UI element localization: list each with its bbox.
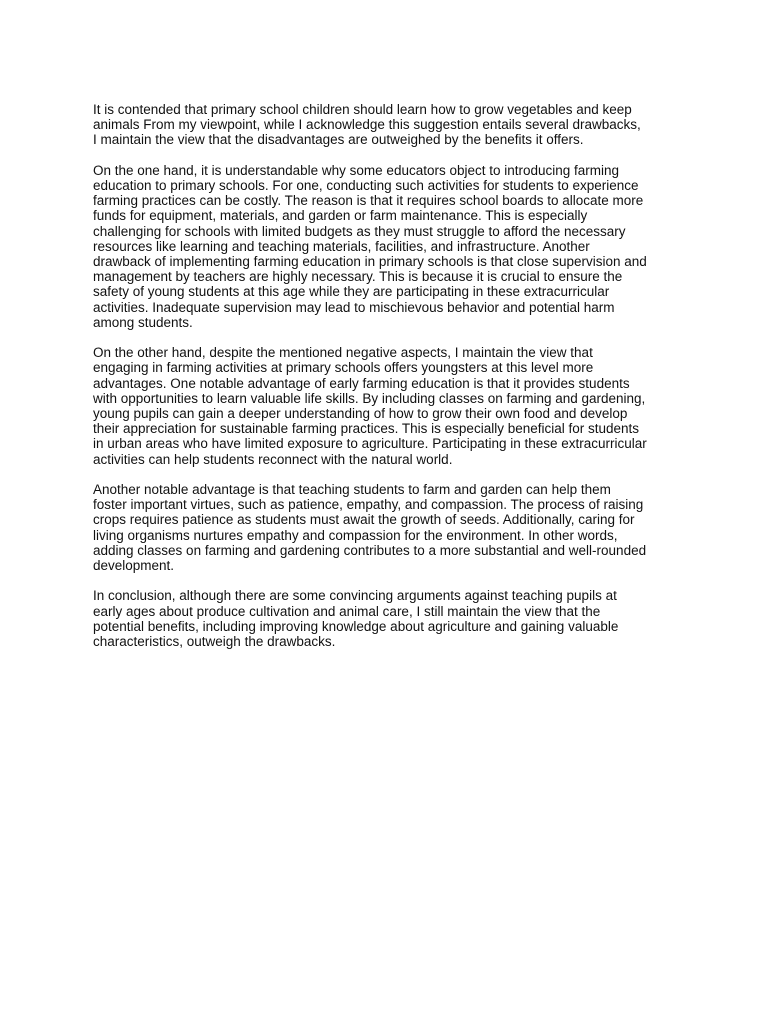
paragraph-conclusion xyxy=(93,588,683,649)
text-line: activities can help students reconnect with the natural world. xyxy=(93,451,453,467)
text-line: It is contended that primary school children should learn how to grow vegetables and keep xyxy=(93,102,632,117)
text-line: characteristics, outweigh the drawbacks. xyxy=(93,634,336,650)
text-line: animals From my viewpoint, while I acknowledge this suggestion entails several drawbacks, xyxy=(93,117,641,133)
paragraph-advantages-life-skills xyxy=(93,345,683,467)
text-line: On the one hand, it is understandable why some educators object to introducing farming xyxy=(93,162,620,178)
essay-body xyxy=(93,102,683,664)
text-line: education to primary schools. For one, conducting such activities for students to experience xyxy=(93,178,639,193)
text-line: in urban areas who have limited exposure to agriculture. Participating in these extracurricular xyxy=(93,436,647,452)
text-line: Another notable advantage is that teaching students to farm and garden can help them xyxy=(93,482,611,498)
text-line: funds for equipment, materials, and garden or farm maintenance. This is especially xyxy=(93,208,588,224)
text-line: adding classes on farming and gardening contributes to a more substantial and well-rounded xyxy=(93,542,647,558)
text-line: their appreciation for sustainable farming practices. This is especially beneficial for students xyxy=(93,421,640,437)
paragraph-advantages-virtues xyxy=(93,482,683,573)
text-line: engaging in farming activities at primary schools offers youngsters at this level more xyxy=(93,360,594,376)
text-line: development. xyxy=(93,558,175,574)
text-line: crops requires patience as students must await the growth of seeds. Additionally, caring for xyxy=(93,512,635,528)
text-line: activities. Inadequate supervision may lead to mischievous behavior and potential harm xyxy=(93,299,615,315)
text-line: resources like learning and teaching materials, facilities, and infrastructure. Another xyxy=(93,238,590,254)
text-line: In conclusion, although there are some convincing arguments against teaching pupils at xyxy=(93,588,617,604)
text-line: drawback of implementing farming education in primary schools is that close supervision and xyxy=(93,254,647,270)
text-line: On the other hand, despite the mentioned negative aspects, I maintain the view that xyxy=(93,345,593,361)
text-line: safety of young students at this age while they are participating in these extracurricular xyxy=(93,284,610,300)
text-line: advantages. One notable advantage of early farming education is that it provides students xyxy=(93,375,630,391)
text-line: among students. xyxy=(93,314,193,330)
text-line: early ages about produce cultivation and animal care, I still maintain the view that the xyxy=(93,603,601,619)
text-line: challenging for schools with limited budgets as they must struggle to afford the necessary xyxy=(93,223,626,239)
text-line: potential benefits, including improving knowledge about agriculture and gaining valuable xyxy=(93,618,619,634)
text-line: farming practices can be costly. The reason is that it requires school boards to allocate more xyxy=(93,193,644,209)
text-line: young pupils can gain a deeper understanding of how to grow their own food and develop xyxy=(93,406,628,422)
text-line: management by teachers are highly necessary. This is because it is crucial to ensure the xyxy=(93,269,623,285)
text-line: living organisms nurtures empathy and compassion for the environment. In other words, xyxy=(93,527,618,543)
paragraph-introduction xyxy=(93,102,683,148)
text-line: I maintain the view that the disadvantages are outweighed by the benefits it offers. xyxy=(93,132,584,148)
text-line: with opportunities to learn valuable life skills. By including classes on farming and gardening, xyxy=(93,390,646,406)
paragraph-disadvantages xyxy=(93,163,683,330)
text-line: foster important virtues, such as patience, empathy, and compassion. The process of raising xyxy=(93,497,644,513)
